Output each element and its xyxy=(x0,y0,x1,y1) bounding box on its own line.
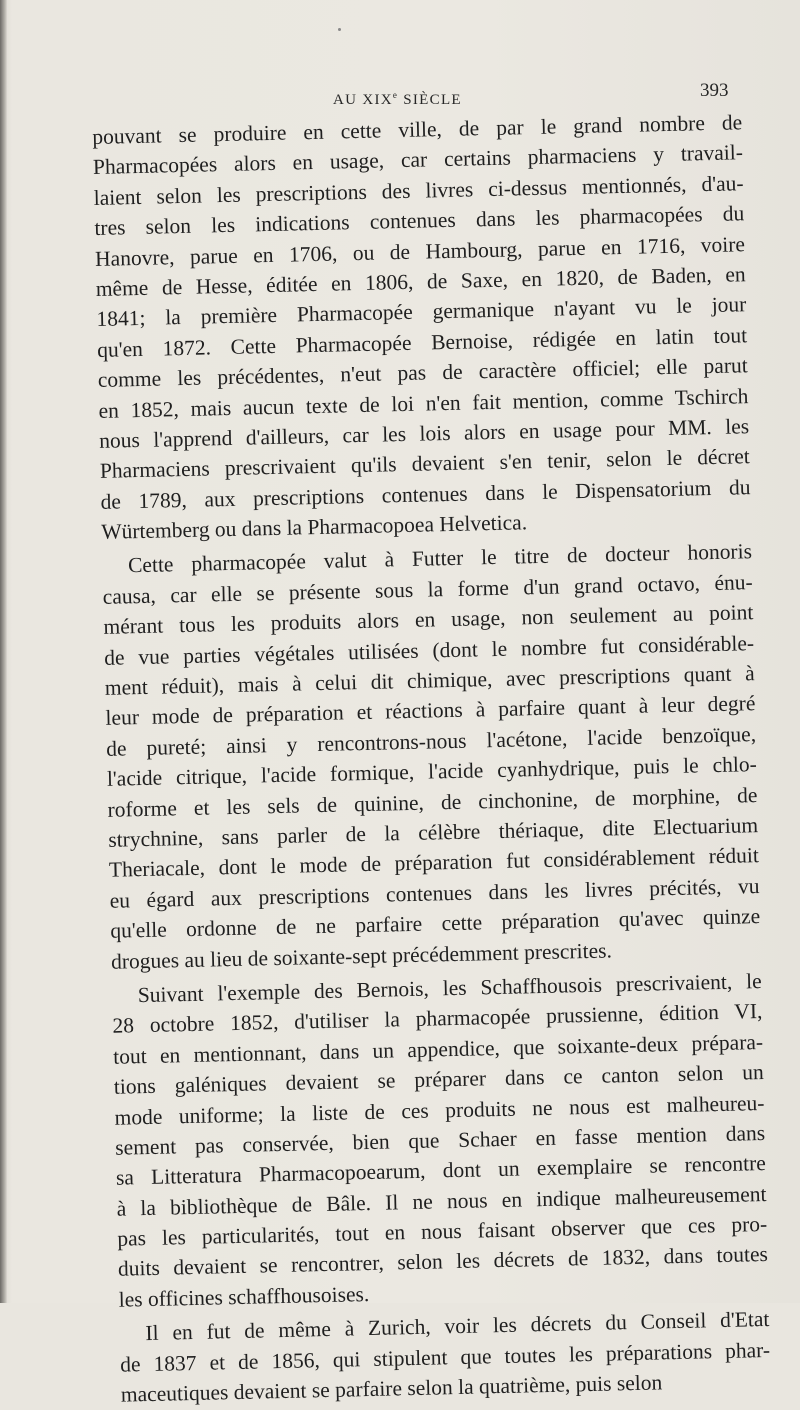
text-line: laient selon les prescriptions des livres ci-dessus mentionnés, d'au- xyxy=(93,171,744,210)
paragraph xyxy=(102,537,761,977)
binding-edge xyxy=(0,0,7,1303)
text-line: comme les précédentes, n'eut pas de caractère officiel; elle parut xyxy=(97,353,748,393)
text-line: sa Litteratura Pharmacopoearum, dont un exemplaire se rencontre xyxy=(115,1151,767,1191)
running-title xyxy=(333,90,462,109)
text-line: nous l'apprend d'ailleurs, car les lois alors en usage pour MM. les xyxy=(98,414,750,453)
text-line: qu'en 1872. Cette Pharmacopée Bernoise, rédigée en latin tout xyxy=(96,322,748,362)
text-line: strychnine, sans parler de la célèbre thériaque, dite Electuarium xyxy=(108,813,759,852)
text-line: à la bibliothèque de Bâle. Il ne nous en indique malheureusement xyxy=(116,1181,767,1221)
text-line: Hanovre, parue en 1706, ou de Hambourg, parue en 1716, voire xyxy=(94,231,746,271)
text-line: ment réduit), mais à celui dit chimique, avec prescriptions quant à xyxy=(104,661,755,700)
text-line: en 1852, mais aucun texte de loi n'en fait mention, comme Tschirch xyxy=(98,383,749,423)
running-title-main: AU XIX xyxy=(333,92,393,108)
text-line: de 1837 et de 1856, qui stipulent que toutes les préparations phar- xyxy=(119,1337,771,1377)
text-line: maceutiques devaient se parfaire selon la quatrième, puis selon xyxy=(120,1370,663,1407)
text-line: de 1789, aux prescriptions contenues dans le Dispensatorium du xyxy=(100,474,751,514)
text-line: Il en fut de même à Zurich, voir les décrets du Conseil d'Etat xyxy=(145,1307,770,1346)
body-text xyxy=(92,107,771,1410)
text-line: Cette pharmacopée valut à Futter le titre de docteur honoris xyxy=(127,539,753,578)
text-line: duits devaient se rencontrer, selon les décrets de 1832, dans toutes xyxy=(117,1242,769,1282)
scan-speck xyxy=(338,28,341,31)
running-title-tail: SIÈCLE xyxy=(398,92,462,108)
running-title-sup: e xyxy=(392,90,399,100)
text-line: qu'elle ordonne de ne parfaire cette préparation qu'avec quinze xyxy=(110,904,761,943)
text-line: drogues au lieu de soixante-sept précédemment prescrites. xyxy=(110,937,613,974)
text-line: leur mode de préparation et réactions à parfaire quant à leur degré xyxy=(105,691,756,731)
paragraph xyxy=(92,107,751,547)
text-line: pouvant se produire en cette ville, de par le grand nombre de xyxy=(92,110,743,149)
text-line: mode uniforme; la liste de ces produits ne nous est malheureu- xyxy=(114,1090,765,1130)
text-line: Pharmaciens prescrivaient qu'ils devaient s'en tenir, selon le décret xyxy=(99,444,751,484)
text-line: l'acide citrique, l'acide formique, l'acide cyanhydrique, puis le chlo- xyxy=(106,752,758,792)
text-line: Theriacale, dont le mode de préparation fut considérablement réduit xyxy=(108,843,760,883)
text-line: 1841; la première Pharmacopée germanique n'ayant vu le jour xyxy=(96,292,747,332)
text-line: sement pas conservée, bien que Schaer en fasse mention dans xyxy=(115,1120,766,1160)
page-number: 393 xyxy=(700,80,729,101)
text-line: eu égard aux prescriptions contenues dans les livres précités, vu xyxy=(109,873,760,913)
text-line: roforme et les sels de quinine, de cinchonine, de morphine, de xyxy=(107,782,758,822)
text-line: de vue parties végétales utilisées (dont le nombre fut considérable- xyxy=(103,630,755,670)
paragraph xyxy=(111,966,768,1315)
text-line: même de Hesse, éditée en 1806, de Saxe, en 1820, de Baden, en xyxy=(95,262,746,301)
text-line: Pharmacopées alors en usage, car certains pharmaciens y travail- xyxy=(92,140,744,180)
text-line: mérant tous les produits alors en usage, non seulement au point xyxy=(103,600,754,640)
text-line: Suivant l'exemple des Bernois, les Schaffhousois prescrivaient, le xyxy=(137,968,762,1008)
text-line: tres selon les indications contenues dans les pharmacopées du xyxy=(94,201,745,241)
text-line: tions galéniques devaient se préparer dans ce canton selon un xyxy=(113,1060,765,1099)
text-line: les officines schaffhousoises. xyxy=(118,1281,370,1312)
text-line: de pureté; ainsi y rencontrons-nous l'acétone, l'acide benzoïque, xyxy=(105,721,757,761)
text-line: tout en mentionnant, dans un appendice, que soixante-deux prépara- xyxy=(112,1029,764,1069)
text-line: 28 octobre 1852, d'utiliser la pharmacopée prussienne, édition VI, xyxy=(112,999,763,1039)
text-line: causa, car elle se présente sous la forme d'un grand octavo, énu- xyxy=(102,569,753,609)
paragraph xyxy=(119,1304,771,1410)
text-line: pas les particularités, tout en nous faisant observer que ces pro- xyxy=(117,1212,768,1251)
text-line: Würtemberg ou dans la Pharmacopoea Helvetica. xyxy=(101,510,528,544)
